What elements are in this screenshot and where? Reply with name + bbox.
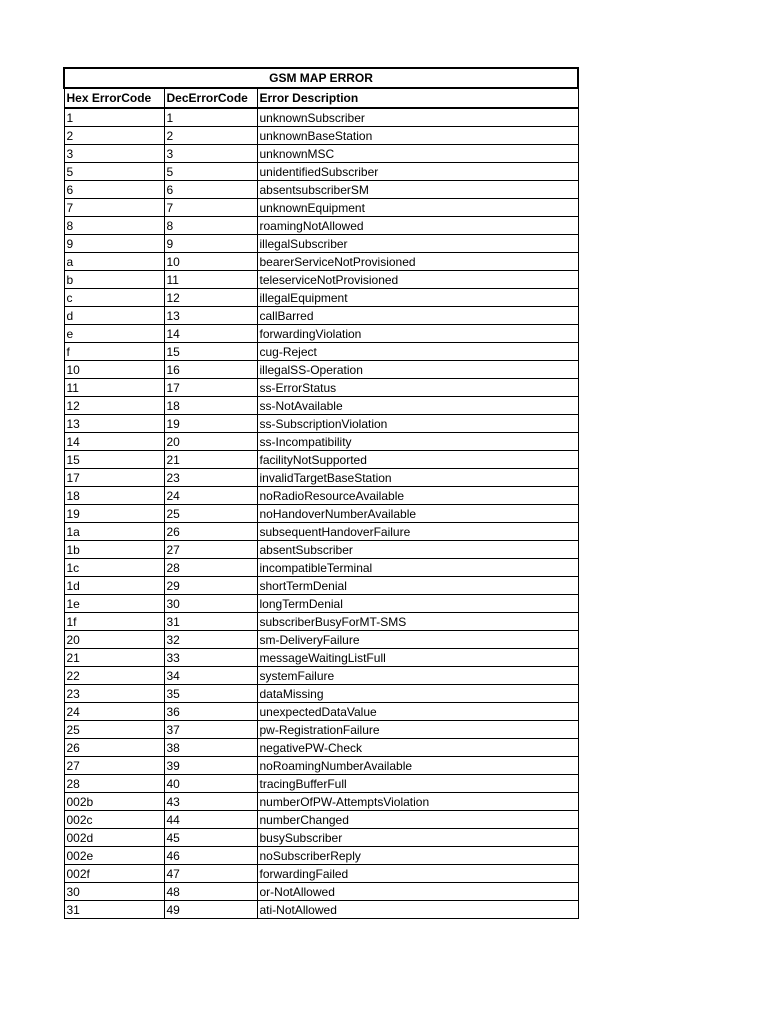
description-cell: numberChanged bbox=[257, 811, 578, 829]
table-row bbox=[64, 181, 578, 199]
hex-code-cell: 20 bbox=[64, 631, 164, 649]
hex-code-cell: 002c bbox=[64, 811, 164, 829]
table-row bbox=[64, 541, 578, 559]
hex-code-cell: 1b bbox=[64, 541, 164, 559]
table-row bbox=[64, 235, 578, 253]
table-row bbox=[64, 361, 578, 379]
description-cell: bearerServiceNotProvisioned bbox=[257, 253, 578, 271]
hex-code-cell: 27 bbox=[64, 757, 164, 775]
hex-code-cell: 1c bbox=[64, 559, 164, 577]
dec-code-cell: 21 bbox=[164, 451, 257, 469]
description-cell: forwardingViolation bbox=[257, 325, 578, 343]
table-row bbox=[64, 217, 578, 235]
hex-code-cell: a bbox=[64, 253, 164, 271]
dec-code-cell: 26 bbox=[164, 523, 257, 541]
table-row bbox=[64, 253, 578, 271]
hex-code-cell: 18 bbox=[64, 487, 164, 505]
description-cell: ss-NotAvailable bbox=[257, 397, 578, 415]
hex-code-cell: 31 bbox=[64, 901, 164, 919]
dec-code-cell: 6 bbox=[164, 181, 257, 199]
dec-code-cell: 13 bbox=[164, 307, 257, 325]
description-cell: negativePW-Check bbox=[257, 739, 578, 757]
description-cell: ss-SubscriptionViolation bbox=[257, 415, 578, 433]
dec-code-cell: 37 bbox=[164, 721, 257, 739]
dec-code-cell: 44 bbox=[164, 811, 257, 829]
description-cell: unknownMSC bbox=[257, 145, 578, 163]
hex-code-cell: 3 bbox=[64, 145, 164, 163]
hex-code-cell: 26 bbox=[64, 739, 164, 757]
hex-code-cell: 12 bbox=[64, 397, 164, 415]
table-row bbox=[64, 505, 578, 523]
dec-code-cell: 8 bbox=[164, 217, 257, 235]
dec-code-cell: 29 bbox=[164, 577, 257, 595]
hex-code-cell: 13 bbox=[64, 415, 164, 433]
description-cell: ss-ErrorStatus bbox=[257, 379, 578, 397]
hex-code-cell: 002f bbox=[64, 865, 164, 883]
description-cell: callBarred bbox=[257, 307, 578, 325]
hex-code-cell: 6 bbox=[64, 181, 164, 199]
description-cell: or-NotAllowed bbox=[257, 883, 578, 901]
hex-code-cell: 15 bbox=[64, 451, 164, 469]
hex-code-cell: 25 bbox=[64, 721, 164, 739]
table-row bbox=[64, 883, 578, 901]
dec-code-cell: 43 bbox=[164, 793, 257, 811]
dec-code-cell: 7 bbox=[164, 199, 257, 217]
hex-code-cell: 2 bbox=[64, 127, 164, 145]
description-cell: illegalSS-Operation bbox=[257, 361, 578, 379]
table-row bbox=[64, 343, 578, 361]
description-cell: teleserviceNotProvisioned bbox=[257, 271, 578, 289]
hex-code-cell: 5 bbox=[64, 163, 164, 181]
dec-code-cell: 16 bbox=[164, 361, 257, 379]
hex-code-cell: 1e bbox=[64, 595, 164, 613]
table-row bbox=[64, 451, 578, 469]
hex-code-cell: 23 bbox=[64, 685, 164, 703]
description-cell: shortTermDenial bbox=[257, 577, 578, 595]
description-cell: invalidTargetBaseStation bbox=[257, 469, 578, 487]
dec-code-cell: 20 bbox=[164, 433, 257, 451]
description-cell: messageWaitingListFull bbox=[257, 649, 578, 667]
table-row bbox=[64, 163, 578, 181]
hex-code-cell: 21 bbox=[64, 649, 164, 667]
description-cell: numberOfPW-AttemptsViolation bbox=[257, 793, 578, 811]
description-cell: longTermDenial bbox=[257, 595, 578, 613]
table-row bbox=[64, 865, 578, 883]
hex-code-cell: b bbox=[64, 271, 164, 289]
table-row bbox=[64, 127, 578, 145]
description-cell: sm-DeliveryFailure bbox=[257, 631, 578, 649]
gsm-map-error-table bbox=[63, 67, 579, 919]
description-cell: systemFailure bbox=[257, 667, 578, 685]
description-cell: subscriberBusyForMT-SMS bbox=[257, 613, 578, 631]
description-cell: cug-Reject bbox=[257, 343, 578, 361]
dec-code-cell: 32 bbox=[164, 631, 257, 649]
hex-code-cell: 24 bbox=[64, 703, 164, 721]
dec-code-cell: 17 bbox=[164, 379, 257, 397]
table-row bbox=[64, 811, 578, 829]
dec-code-cell: 28 bbox=[164, 559, 257, 577]
dec-code-cell: 48 bbox=[164, 883, 257, 901]
table-row bbox=[64, 595, 578, 613]
dec-code-cell: 10 bbox=[164, 253, 257, 271]
table-row bbox=[64, 757, 578, 775]
table-row bbox=[64, 721, 578, 739]
title-row bbox=[64, 68, 578, 88]
hex-code-cell: 1a bbox=[64, 523, 164, 541]
hex-code-cell: 8 bbox=[64, 217, 164, 235]
table-row bbox=[64, 631, 578, 649]
description-cell: noRadioResourceAvailable bbox=[257, 487, 578, 505]
table-row bbox=[64, 397, 578, 415]
table-row bbox=[64, 307, 578, 325]
table-row bbox=[64, 847, 578, 865]
table-row bbox=[64, 793, 578, 811]
hex-code-cell: 22 bbox=[64, 667, 164, 685]
dec-code-cell: 36 bbox=[164, 703, 257, 721]
dec-code-cell: 11 bbox=[164, 271, 257, 289]
description-cell: illegalSubscriber bbox=[257, 235, 578, 253]
table-row bbox=[64, 649, 578, 667]
hex-code-cell: 17 bbox=[64, 469, 164, 487]
hex-code-cell: 14 bbox=[64, 433, 164, 451]
dec-code-cell: 25 bbox=[164, 505, 257, 523]
hex-code-cell: e bbox=[64, 325, 164, 343]
dec-code-cell: 30 bbox=[164, 595, 257, 613]
dec-code-cell: 46 bbox=[164, 847, 257, 865]
hex-code-cell: 9 bbox=[64, 235, 164, 253]
table-row bbox=[64, 325, 578, 343]
description-cell: illegalEquipment bbox=[257, 289, 578, 307]
dec-code-cell: 9 bbox=[164, 235, 257, 253]
description-cell: absentsubscriberSM bbox=[257, 181, 578, 199]
table-row bbox=[64, 379, 578, 397]
dec-code-cell: 24 bbox=[164, 487, 257, 505]
hex-code-cell: 1d bbox=[64, 577, 164, 595]
dec-code-cell: 3 bbox=[164, 145, 257, 163]
dec-code-cell: 12 bbox=[164, 289, 257, 307]
hex-code-cell: 19 bbox=[64, 505, 164, 523]
description-cell: absentSubscriber bbox=[257, 541, 578, 559]
dec-code-cell: 45 bbox=[164, 829, 257, 847]
dec-code-cell: 38 bbox=[164, 739, 257, 757]
description-cell: dataMissing bbox=[257, 685, 578, 703]
description-cell: unknownSubscriber bbox=[257, 108, 578, 127]
hex-code-cell: 7 bbox=[64, 199, 164, 217]
dec-code-cell: 31 bbox=[164, 613, 257, 631]
table-row bbox=[64, 199, 578, 217]
dec-code-cell: 23 bbox=[164, 469, 257, 487]
table-row bbox=[64, 108, 578, 127]
description-cell: tracingBufferFull bbox=[257, 775, 578, 793]
hex-code-cell: 002b bbox=[64, 793, 164, 811]
dec-code-cell: 18 bbox=[164, 397, 257, 415]
column-header-description: Error Description bbox=[257, 88, 578, 108]
hex-code-cell: 10 bbox=[64, 361, 164, 379]
dec-code-cell: 19 bbox=[164, 415, 257, 433]
table-row bbox=[64, 775, 578, 793]
description-cell: busySubscriber bbox=[257, 829, 578, 847]
table-row bbox=[64, 433, 578, 451]
hex-code-cell: d bbox=[64, 307, 164, 325]
dec-code-cell: 39 bbox=[164, 757, 257, 775]
table-row bbox=[64, 271, 578, 289]
description-cell: unidentifiedSubscriber bbox=[257, 163, 578, 181]
description-cell: forwardingFailed bbox=[257, 865, 578, 883]
description-cell: unknownBaseStation bbox=[257, 127, 578, 145]
table-row bbox=[64, 703, 578, 721]
table-row bbox=[64, 559, 578, 577]
description-cell: unknownEquipment bbox=[257, 199, 578, 217]
dec-code-cell: 15 bbox=[164, 343, 257, 361]
table-row bbox=[64, 289, 578, 307]
table-row bbox=[64, 523, 578, 541]
table-row bbox=[64, 469, 578, 487]
dec-code-cell: 35 bbox=[164, 685, 257, 703]
table-row bbox=[64, 487, 578, 505]
description-cell: unexpectedDataValue bbox=[257, 703, 578, 721]
table-row bbox=[64, 739, 578, 757]
description-cell: subsequentHandoverFailure bbox=[257, 523, 578, 541]
table-row bbox=[64, 829, 578, 847]
hex-code-cell: 11 bbox=[64, 379, 164, 397]
hex-code-cell: 1f bbox=[64, 613, 164, 631]
hex-code-cell: 28 bbox=[64, 775, 164, 793]
hex-code-cell: 002d bbox=[64, 829, 164, 847]
description-cell: noRoamingNumberAvailable bbox=[257, 757, 578, 775]
table-row bbox=[64, 613, 578, 631]
hex-code-cell: f bbox=[64, 343, 164, 361]
description-cell: noHandoverNumberAvailable bbox=[257, 505, 578, 523]
header-row bbox=[64, 88, 578, 108]
dec-code-cell: 1 bbox=[164, 108, 257, 127]
table-row bbox=[64, 667, 578, 685]
table-row bbox=[64, 145, 578, 163]
table-title: GSM MAP ERROR bbox=[64, 68, 578, 88]
description-cell: incompatibleTerminal bbox=[257, 559, 578, 577]
description-cell: ati-NotAllowed bbox=[257, 901, 578, 919]
description-cell: roamingNotAllowed bbox=[257, 217, 578, 235]
dec-code-cell: 34 bbox=[164, 667, 257, 685]
hex-code-cell: 30 bbox=[64, 883, 164, 901]
table-row bbox=[64, 577, 578, 595]
description-cell: pw-RegistrationFailure bbox=[257, 721, 578, 739]
dec-code-cell: 40 bbox=[164, 775, 257, 793]
dec-code-cell: 2 bbox=[164, 127, 257, 145]
table-row bbox=[64, 415, 578, 433]
table-body bbox=[64, 108, 578, 919]
hex-code-cell: 1 bbox=[64, 108, 164, 127]
dec-code-cell: 14 bbox=[164, 325, 257, 343]
hex-code-cell: 002e bbox=[64, 847, 164, 865]
table-row bbox=[64, 685, 578, 703]
dec-code-cell: 5 bbox=[164, 163, 257, 181]
dec-code-cell: 47 bbox=[164, 865, 257, 883]
dec-code-cell: 27 bbox=[164, 541, 257, 559]
dec-code-cell: 33 bbox=[164, 649, 257, 667]
description-cell: facilityNotSupported bbox=[257, 451, 578, 469]
description-cell: ss-Incompatibility bbox=[257, 433, 578, 451]
description-cell: noSubscriberReply bbox=[257, 847, 578, 865]
dec-code-cell: 49 bbox=[164, 901, 257, 919]
hex-code-cell: c bbox=[64, 289, 164, 307]
column-header-hex: Hex ErrorCode bbox=[64, 88, 164, 108]
table-row bbox=[64, 901, 578, 919]
column-header-dec: DecErrorCode bbox=[164, 88, 257, 108]
